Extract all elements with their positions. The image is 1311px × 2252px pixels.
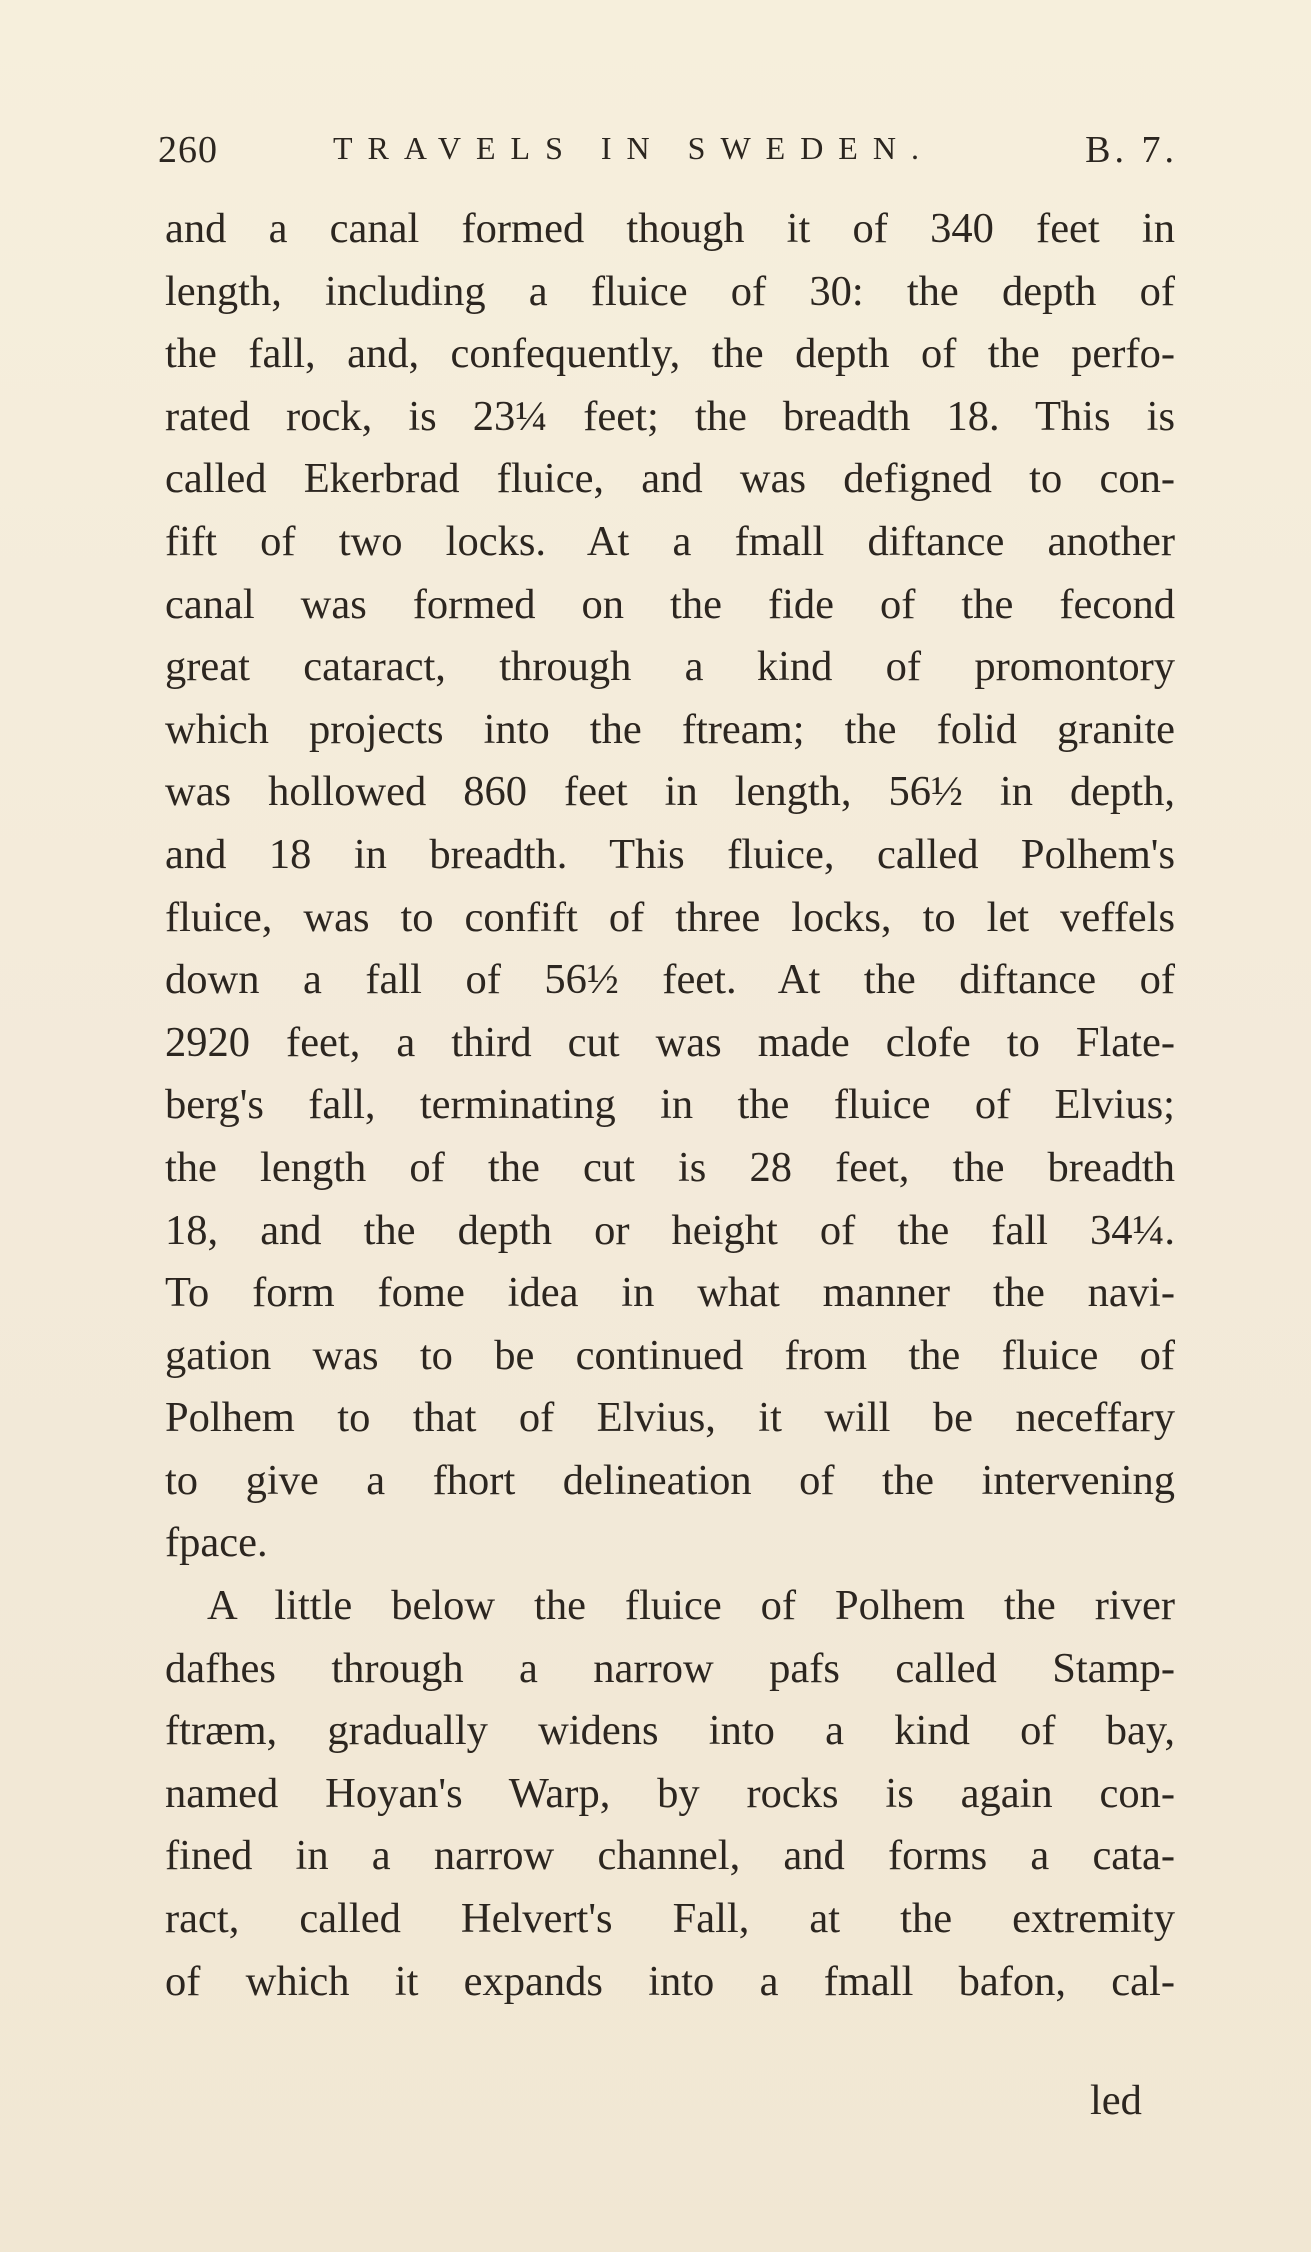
text-line: named Hoyan's Warp, by rocks is again con- [165, 1769, 1175, 1817]
text-line: ftræm, gradually widens into a kind of bay, [165, 1707, 1175, 1755]
text-line: down a fall of 56½ feet. At the diftance of [165, 956, 1175, 1004]
text-line: to give a fhort delineation of the intervening [165, 1456, 1175, 1504]
text-line: the fall, and, confequently, the depth of the perfo- [165, 330, 1175, 378]
body-text [165, 198, 1175, 2013]
text-line: called Ekerbrad fluice, and was defigned to con- [165, 455, 1175, 503]
text-line: length, including a fluice of 30: the depth of [165, 267, 1175, 315]
text-line: which projects into the ftream; the folid granite [165, 705, 1175, 753]
text-line: and a canal formed though it of 340 feet in [165, 205, 1175, 252]
text-line: Polhem to that of Elvius, it will be neceffary [165, 1394, 1175, 1442]
text-line: To form fome idea in what manner the navi- [165, 1269, 1175, 1317]
catchword: led [1090, 2077, 1142, 2124]
page-number: 260 [158, 129, 218, 171]
text-line: berg's fall, terminating in the fluice of Elvius; [165, 1081, 1175, 1129]
text-line: 18, and the depth or height of the fall 34¼. [165, 1206, 1175, 1254]
text-line: canal was formed on the fide of the fecond [165, 580, 1175, 628]
book-marker: B. 7. [1085, 129, 1178, 171]
text-line: 2920 feet, a third cut was made clofe to Flate- [165, 1018, 1175, 1066]
text-line: ract, called Helvert's Fall, at the extremity [165, 1895, 1175, 1943]
running-header [158, 128, 1178, 184]
text-line-paragraph-end: fpace. [165, 1519, 268, 1567]
text-line-paragraph-start: A little below the fluice of Polhem the river [207, 1582, 1175, 1630]
text-line: the length of the cut is 28 feet, the breadth [165, 1143, 1175, 1191]
text-line: fluice, was to confift of three locks, to let veffels [165, 893, 1175, 941]
text-line: was hollowed 860 feet in length, 56½ in depth, [165, 768, 1175, 816]
running-title: TRAVELS IN SWEDEN. [333, 130, 934, 166]
text-line: of which it expands into a fmall bafon, cal- [165, 1957, 1175, 2005]
text-line: great cataract, through a kind of promontory [165, 643, 1175, 691]
text-line: fift of two locks. At a fmall diftance another [165, 517, 1175, 565]
text-line: gation was to be continued from the fluice of [165, 1331, 1175, 1379]
text-line: and 18 in breadth. This fluice, called Polhem's [165, 830, 1175, 878]
text-line: rated rock, is 23¼ feet; the breadth 18. This is [165, 392, 1175, 440]
text-line: fined in a narrow channel, and forms a cata- [165, 1832, 1175, 1880]
text-line: dafhes through a narrow pafs called Stamp- [165, 1644, 1175, 1692]
